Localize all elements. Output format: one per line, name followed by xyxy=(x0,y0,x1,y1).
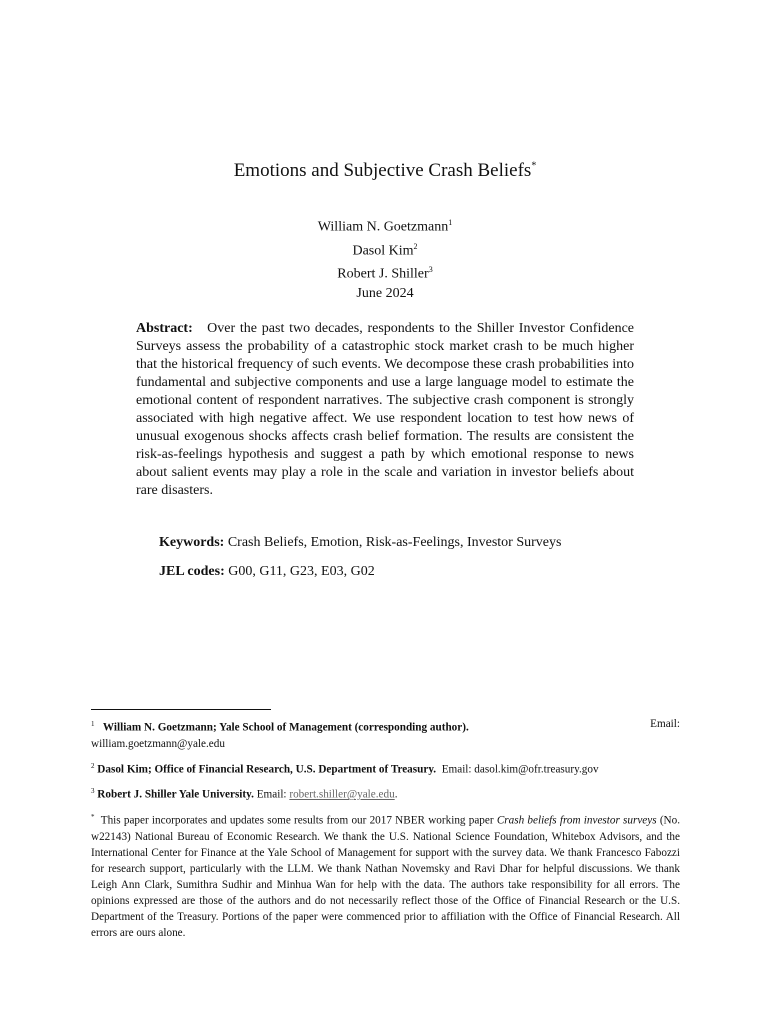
author-list xyxy=(0,213,770,284)
abstract-text: Over the past two decades, respondents to the Shiller Investor Confidence Surveys assess the probability of a catastrophic stock market crash to be much higher that the historical frequency of such events. We decompose these crash probabilities into fundamental and subjective components and use a large language model to estimate the emotional content of respondent narratives. The subjective crash component is strongly associated with high negative affect. We use respondent location to test how news of unusual exogenous shocks affects crash belief formation. The results are consistent the risk-as-feelings hypothesis and suggest a path by which emotional response to news about salient events may play a role in the scale and variation in investor beliefs about rare disasters. xyxy=(136,321,635,498)
footnote-divider xyxy=(91,709,271,710)
footnote-affiliation: William N. Goetzmann; Yale School of Management (corresponding author). xyxy=(102,721,469,734)
email-link[interactable]: robert.shiller@yale.edu xyxy=(289,789,395,802)
abstract xyxy=(136,320,634,500)
keywords-label: Keywords: xyxy=(159,535,225,550)
keywords xyxy=(159,535,659,551)
footnote-paper-title: Crash beliefs from investor surveys xyxy=(496,814,657,827)
footnote-marker: 1 xyxy=(91,720,95,728)
title-footnote-marker: * xyxy=(531,160,537,172)
author-name: William N. Goetzmann xyxy=(317,219,449,235)
paper-title xyxy=(0,160,770,182)
footnote-3 xyxy=(91,783,680,803)
abstract-label: Abstract: xyxy=(136,321,193,336)
author-name: Dasol Kim xyxy=(352,243,414,259)
author-footnote-marker: 3 xyxy=(428,265,433,275)
author-entry xyxy=(0,260,770,284)
footnote-affiliation: Robert J. Shiller Yale University. xyxy=(97,789,254,802)
author-name: Robert J. Shiller xyxy=(337,266,429,282)
footnote-marker: 2 xyxy=(91,761,95,770)
footnote-1 xyxy=(91,716,680,752)
footnote-marker: 3 xyxy=(91,787,95,796)
title-text: Emotions and Subjective Crash Beliefs xyxy=(233,160,532,181)
author-footnote-marker: 2 xyxy=(413,241,418,251)
paper-date: June 2024 xyxy=(356,286,414,301)
footnote-marker: * xyxy=(91,813,95,822)
footnote-affiliation: Dasol Kim; Office of Financial Research, U.S. Department of Treasury. xyxy=(97,763,437,776)
footnote-text: (No. w22143) National Bureau of Economic Research. We thank the U.S. National Science Foundation, Whitebox Advisors, and the International Center for Finance at the Yale School of Management for support with the survey data. We thank Francesco Fabozzi for research support, particularly with the LLM. We thank Nathan Novemsky and Ravi Dhar for helpful discussions. We thank Leigh Ann Clark, Sumithra Sudhir and Minhua Wan for help with the data. The authors take responsibility for all errors. The opinions expressed are those of the authors and do not necessarily reflect those of the Office of Financial Research or the U.S. Department of the Treasury. Portions of the paper were commenced prior to affiliation with the Office of Financial Research. All errors are ours alone. xyxy=(91,814,681,939)
jel-codes xyxy=(159,564,659,580)
jel-label: JEL codes: xyxy=(159,564,225,579)
footnote-email: Email: dasol.kim@ofr.treasury.gov xyxy=(441,763,599,776)
footnote-2 xyxy=(91,758,680,778)
footnote-end: . xyxy=(394,789,398,802)
footnote-text: This paper incorporates and updates some results from our 2017 NBER working paper xyxy=(100,814,494,827)
jel-text: G00, G11, G23, E03, G02 xyxy=(228,564,375,579)
footnote-email-label: Email: xyxy=(650,718,680,730)
footnote-email-label: Email: xyxy=(256,789,287,802)
author-entry xyxy=(0,213,770,237)
author-entry xyxy=(0,237,770,261)
footnote-star xyxy=(91,809,680,941)
footnotes xyxy=(91,716,680,947)
keywords-text: Crash Beliefs, Emotion, Risk-as-Feelings, Investor Surveys xyxy=(227,535,562,550)
author-footnote-marker: 1 xyxy=(448,218,453,227)
footnote-email: william.goetzmann@yale.edu xyxy=(91,737,225,750)
